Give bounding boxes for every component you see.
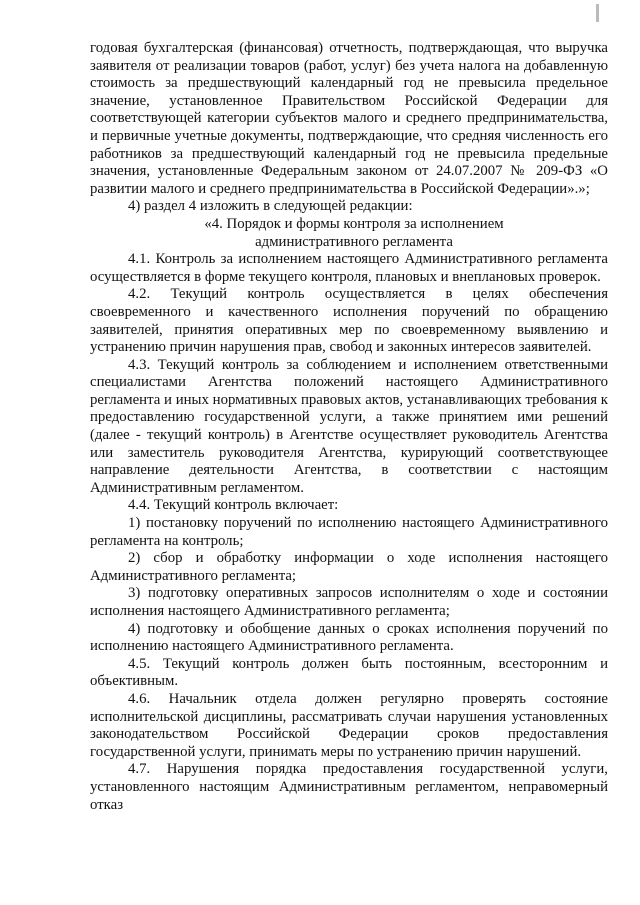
clause-4-6: 4.6. Начальник отдела должен регулярно проверять состояние исполнительской дисциплины, рассматривать случаи нарушения установленных законодательством Российской Федерации сроков предоставления государственной услуги, принимать меры по устранению причин нарушений.: [90, 690, 608, 760]
document-body: [90, 40, 608, 814]
list-item-3: 3) подготовку оперативных запросов исполнителям о ходе и состоянии исполнения настоящего Административного регламента;: [90, 585, 608, 619]
clause-4-4: 4.4. Текущий контроль включает:: [128, 497, 339, 514]
clause-4-5: 4.5. Текущий контроль должен быть постоянным, всесторонним и объективным.: [90, 655, 608, 690]
clause-4-1: 4.1. Контроль за исполнением настоящего Административного регламента осуществляется в форме текущего контроля, плановых и внеплановых проверок.: [90, 251, 608, 285]
clause-4-2: 4.2. Текущий контроль осуществляется в целях обеспечения своевременного и качественного исполнения поручений по обращению заявителей, принятия оперативных мер по своевременному выявлению и устранению причин нарушения прав, свобод и законных интересов заявителей.: [90, 286, 608, 356]
paragraph-amendment: 4) раздел 4 изложить в следующей редакции:: [128, 198, 413, 215]
section-heading: [90, 216, 608, 251]
list-item-4: 4) подготовку и обобщение данных о сроках исполнения поручений по исполнению настоящего Административного регламента.: [90, 620, 608, 655]
section-heading-line-2: административного регламента: [255, 233, 453, 250]
list-item-2: 2) сбор и обработку информации о ходе исполнения настоящего Административного регламента;: [90, 550, 608, 584]
list-item-1: 1) постановку поручений по исполнению настоящего Административного регламента на контроль;: [90, 515, 608, 549]
scan-edge-mark: [596, 4, 599, 22]
section-heading-line-1: «4. Порядок и формы контроля за исполнением: [204, 215, 504, 232]
clause-4-7: 4.7. Нарушения порядка предоставления государственной услуги, установленного настоящим Административным регламентом, неправомерный отказ: [90, 761, 608, 813]
paragraph-continuation: годовая бухгалтерская (финансовая) отчетность, подтверждающая, что выручка заявителя от реализации товаров (работ, услуг) без учета налога на добавленную стоимость за предшествующий календарный год не превысила предельное значение, установленное Правительством Российской Федерации для соответствующей категории субъектов малого и среднего предпринимательства, и первичные учетные документы, подтверждающие, что средняя численность его работников за предшествующий календарный год не превысила предельные значения, установленные Федеральным законом от 24.07.2007 № 209-ФЗ «О развитии малого и среднего предпринимательства в Российской Федерации».»;: [90, 40, 608, 197]
clause-4-3: 4.3. Текущий контроль за соблюдением и исполнением ответственными специалистами Агентства положений настоящего Административного регламента и иных нормативных правовых актов, устанавливающих требования к предоставлению государственной услуги, а также принятием ими решений (далее - текущий контроль) в Агентстве осуществляет руководитель Агентства или заместитель руководителя Агентства, курирующий соответствующее направление деятельности Агентства, в соответствии с настоящим Административным регламентом.: [90, 356, 608, 496]
